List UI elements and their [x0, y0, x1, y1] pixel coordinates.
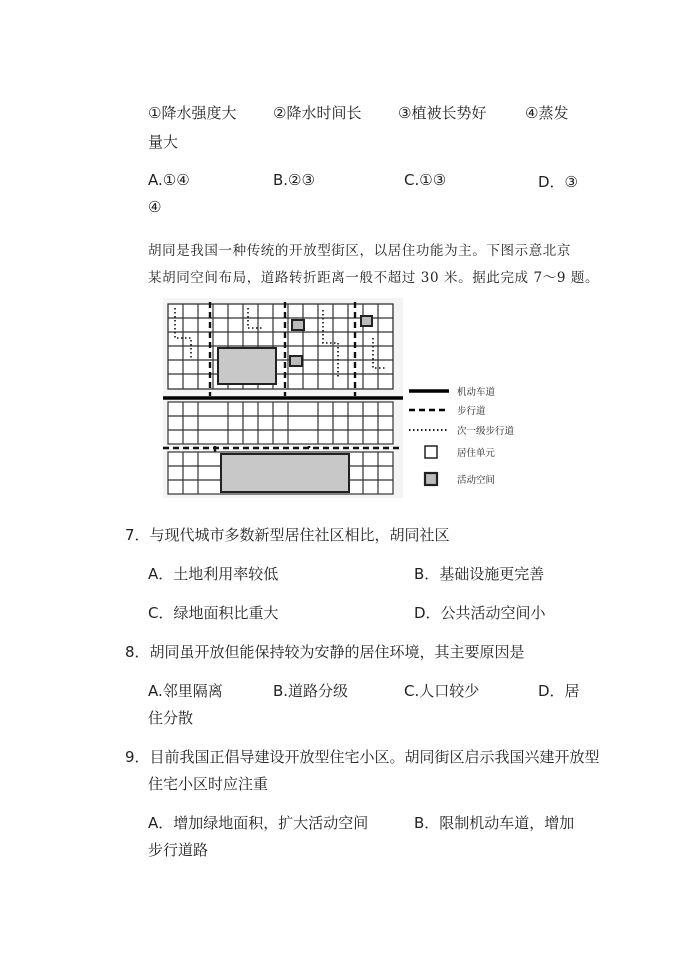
legend-label-secondary-footpath: 次一级步行道 — [457, 426, 515, 437]
q6-option-3: ③植被长势好 — [398, 104, 487, 122]
legend-label-activity-space: 活动空间 — [457, 475, 496, 486]
q9-stem-line-2: 住宅小区时应注重 — [148, 775, 269, 793]
activity-space-small-1 — [292, 320, 304, 330]
q6-choice-a: A.①④ — [148, 171, 190, 189]
legend-label-footpath: 步行道 — [457, 406, 486, 417]
passage-line-1: 胡同是我国一种传统的开放型街区，以居住功能为主。下图示意北京 — [148, 243, 571, 259]
q6-choice-c: C.①③ — [404, 171, 447, 189]
q8-option-d: D．居 — [538, 682, 580, 700]
hutong-layout-map — [163, 298, 525, 498]
q7-stem: 7．与现代城市多数新型居住社区相比，胡同社区 — [125, 526, 450, 544]
q8-option-b: B.道路分级 — [273, 682, 349, 700]
q7-option-d: D．公共活动空间小 — [414, 604, 546, 622]
q6-choice-d-wrap: ④ — [148, 198, 162, 216]
passage-line-2: 某胡同空间布局，道路转折距离一般不超过 30 米。据此完成 7～9 题。 — [148, 270, 600, 286]
q9-option-a: A．增加绿地面积，扩大活动空间 — [148, 814, 369, 832]
q7-option-b: B．基础设施更完善 — [414, 565, 545, 583]
q6-choice-b: B.②③ — [273, 171, 315, 189]
activity-space-bottom — [221, 454, 349, 492]
q8-option-c: C.人口较少 — [404, 682, 480, 700]
q9-option-b: B．限制机动车道，增加 — [414, 814, 575, 832]
q6-option-4: ④蒸发 — [525, 104, 569, 122]
q6-choice-d: D．③ — [538, 173, 578, 191]
q6-option-4-wrap: 量大 — [148, 133, 179, 151]
activity-space-top — [218, 348, 276, 384]
q8-stem: 8．胡同虽开放但能保持较为安静的居住环境，其主要原因是 — [125, 643, 525, 661]
q9-stem-line-1: 9．目前我国正倡导建设开放型住宅小区。胡同街区启示我国兴建开放型 — [125, 748, 600, 766]
q8-option-a: A.邻里隔离 — [148, 682, 223, 700]
q7-option-c: C．绿地面积比重大 — [148, 604, 279, 622]
q6-option-1: ①降水强度大 — [148, 104, 237, 122]
legend-label-motorway: 机动车道 — [457, 387, 496, 398]
q9-option-b-wrap: 步行道路 — [148, 841, 209, 859]
activity-space-small-2 — [361, 316, 372, 326]
q6-option-2: ②降水时间长 — [273, 104, 362, 122]
legend-label-residential-unit: 居住单元 — [457, 448, 496, 459]
q7-option-a: A．土地利用率较低 — [148, 565, 279, 583]
activity-space-small-3 — [290, 356, 302, 366]
map-legend — [409, 386, 515, 486]
q8-option-d-wrap: 住分散 — [148, 709, 194, 727]
